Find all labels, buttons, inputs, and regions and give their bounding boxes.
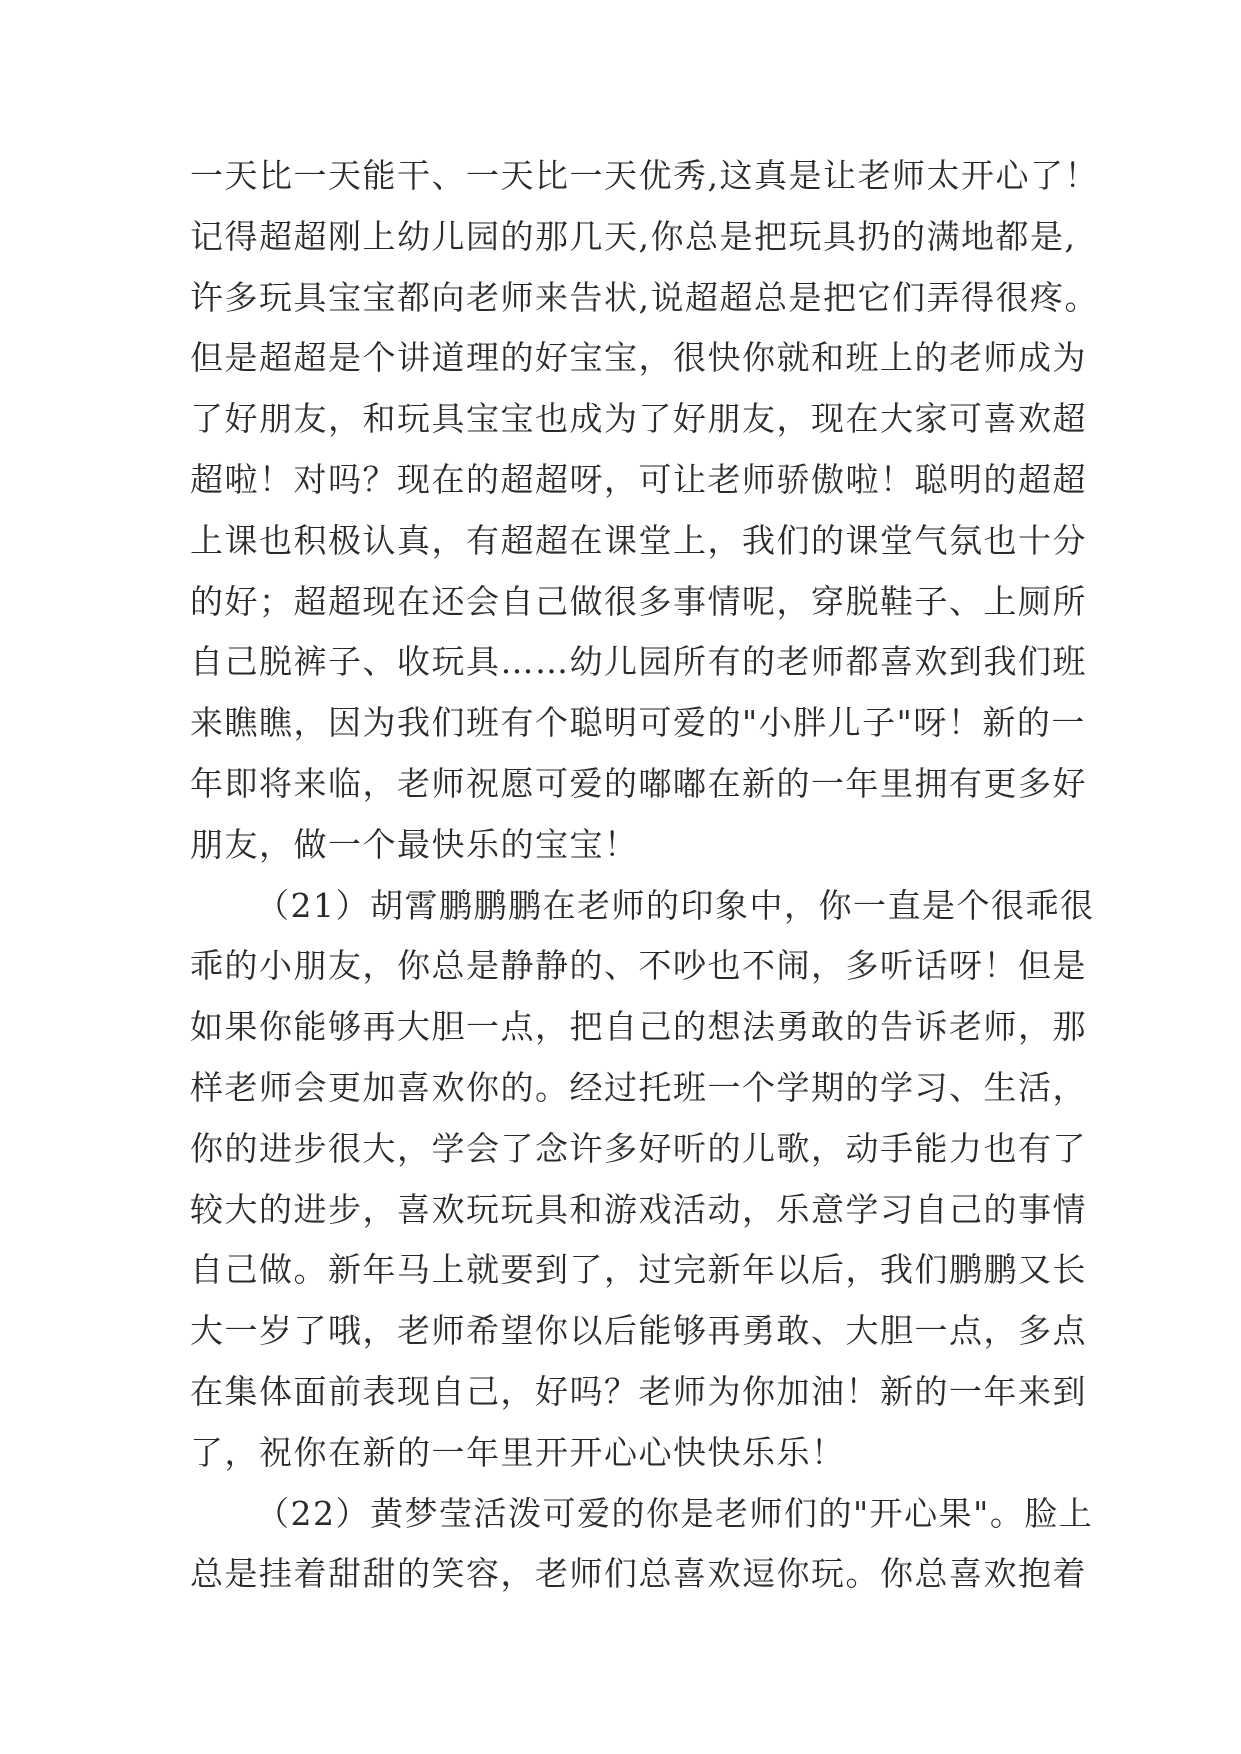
text-line: 了好朋友，和玩具宝宝也成为了好朋友，现在大家可喜欢超 — [190, 399, 1087, 439]
text-line: 来瞧瞧，因为我们班有个聪明可爱的"小胖儿子"呀！新的一 — [190, 703, 1086, 743]
text-line: 大一岁了哦，老师希望你以后能够再勇敢、大胆一点，多点 — [190, 1311, 1087, 1351]
text-line: 记得超超刚上幼儿园的那几天,你总是把玩具扔的满地都是, — [190, 216, 1077, 256]
text-line: 乖的小朋友，你总是静静的、不吵也不闹，多听话呀！但是 — [190, 946, 1087, 986]
body-text — [190, 146, 1099, 1605]
text-line: 较大的进步，喜欢玩玩具和游戏活动，乐意学习自己的事情 — [190, 1189, 1087, 1229]
text-line: 上课也积极认真，有超超在课堂上，我们的课堂气氛也十分 — [190, 520, 1087, 560]
text-line: 自己脱裤子、收玩具……幼儿园所有的老师都喜欢到我们班 — [190, 642, 1087, 682]
text-line: 超啦！对吗？现在的超超呀，可让老师骄傲啦！聪明的超超 — [190, 459, 1087, 499]
text-line: 许多玩具宝宝都向老师来告状,说超超总是把它们弄得很疼。 — [190, 277, 1099, 317]
text-line: 样老师会更加喜欢你的。经过托班一个学期的学习、生活， — [190, 1067, 1087, 1107]
text-line: 在集体面前表现自己，好吗？老师为你加油！新的一年来到 — [190, 1371, 1087, 1411]
text-line: 自己做。新年马上就要到了，过完新年以后，我们鹏鹏又长 — [190, 1250, 1087, 1290]
text-line: 的好；超超现在还会自己做很多事情呢，穿脱鞋子、上厕所 — [190, 581, 1087, 621]
text-line: 但是超超是个讲道理的好宝宝，很快你就和班上的老师成为 — [190, 338, 1087, 378]
text-line: 你的进步很大，学会了念许多好听的儿歌，动手能力也有了 — [190, 1128, 1087, 1168]
text-line: 一天比一天能干、一天比一天优秀,这真是让老师太开心了！ — [190, 156, 1099, 195]
paragraph-start-line: （22）黄梦莹活泼可爱的你是老师们的"开心果"。脸上 — [256, 1493, 1094, 1533]
text-line: 年即将来临，老师祝愿可爱的嘟嘟在新的一年里拥有更多好 — [190, 763, 1087, 803]
paragraph-start-line: （21）胡霄鹏鹏鹏在老师的印象中，你一直是个很乖很 — [256, 885, 1095, 925]
text-line: 如果你能够再大胆一点，把自己的想法勇敢的告诉老师，那 — [190, 1007, 1087, 1047]
text-line: 总是挂着甜甜的笑容，老师们总喜欢逗你玩。你总喜欢抱着 — [190, 1554, 1087, 1594]
text-line: 了，祝你在新的一年里开开心心快快乐乐！ — [190, 1432, 846, 1472]
text-line: 朋友，做一个最快乐的宝宝！ — [190, 824, 639, 864]
